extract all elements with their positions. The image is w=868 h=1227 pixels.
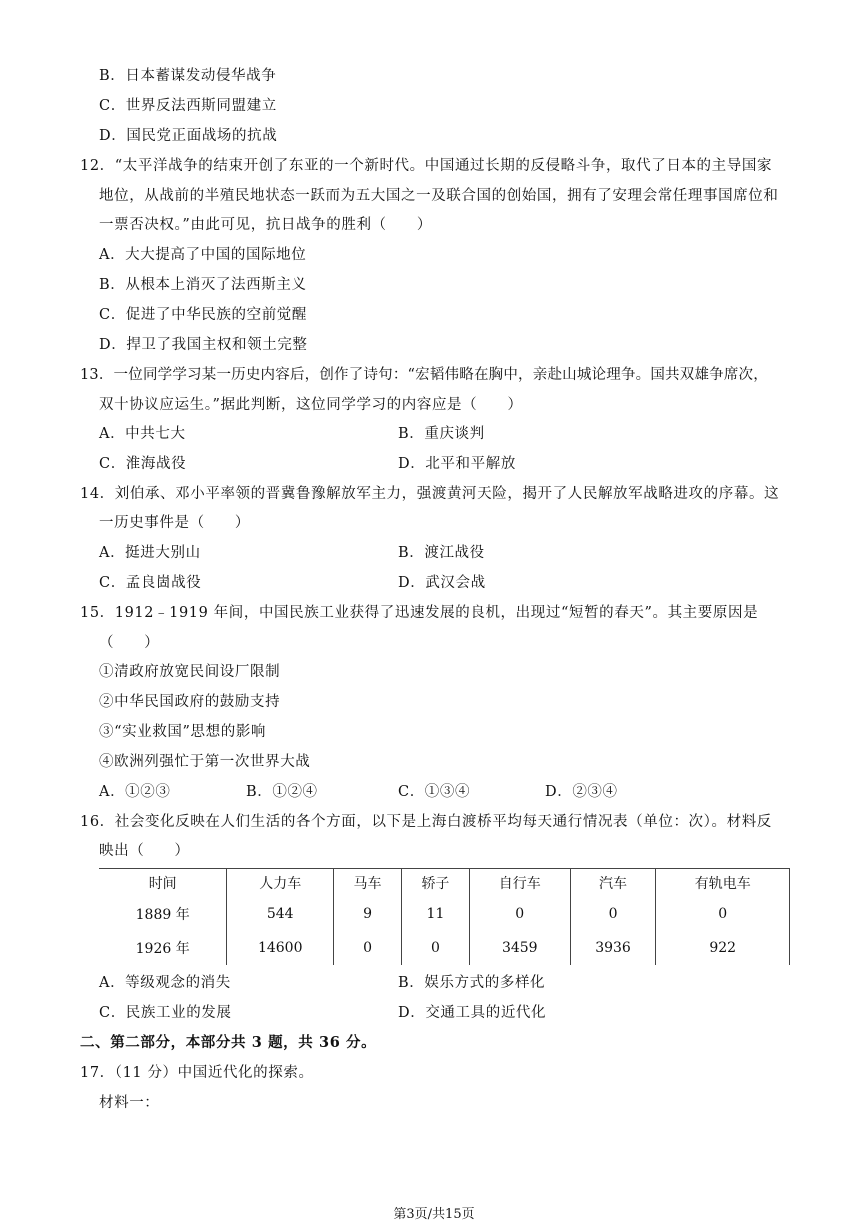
table-cell: 9 (334, 897, 402, 931)
table-cell: 0 (656, 897, 790, 931)
table-row (99, 931, 790, 965)
table-cell: 1889 年 (135, 907, 190, 923)
q16-option-c: C．民族工业的发展 (99, 1005, 232, 1021)
q12-option-d: D．捍卫了我国主权和领土完整 (99, 337, 308, 353)
q11-option-d: D．国民党正面战场的抗战 (99, 128, 278, 144)
table-header: 轿子 (401, 869, 469, 898)
q13-stem-line1: 13．一位同学学习某一历史内容后，创作了诗句：“宏韬伟略在胸中，亲赴山城论理争。国共双雄争席次， (80, 367, 768, 383)
q15-item-2: ②中华民国政府的鼓励支持 (99, 694, 281, 710)
page-footer: 第3页/共15页 (393, 1207, 475, 1222)
q16-option-d: D．交通工具的近代化 (398, 1005, 547, 1021)
q16-stem-line2: 映出（ ） (99, 843, 190, 859)
table-header: 有轨电车 (656, 869, 790, 898)
table-cell: 3459 (469, 931, 570, 965)
q16-option-b: B．娱乐方式的多样化 (398, 975, 546, 991)
q14-option-b: B．渡江战役 (398, 545, 485, 561)
q13-option-d: D．北平和平解放 (398, 456, 516, 472)
q13-option-a: A．中共七大 (99, 426, 186, 442)
table-header: 自行车 (469, 869, 570, 898)
material-1-label: 材料一： (99, 1095, 160, 1111)
q15-option-c: C．①③④ (398, 784, 471, 800)
q15-item-4: ④欧洲列强忙于第一次世界大战 (99, 754, 311, 770)
q11-option-c: C．世界反法西斯同盟建立 (99, 98, 277, 114)
q13-stem-line2: 双十协议应运生。”据此判断，这位同学学习的内容应是（ ） (99, 397, 523, 413)
q15-option-b: B．①②④ (246, 784, 318, 800)
q14-stem-line2: 一历史事件是（ ） (99, 515, 250, 531)
traffic-table (99, 868, 790, 965)
part2-heading: 二、第二部分，本部分共 3 题，共 36 分。 (80, 1034, 377, 1051)
q12-option-c: C．促进了中华民族的空前觉醒 (99, 307, 307, 323)
table-cell: 0 (469, 897, 570, 931)
table-header-row (99, 869, 790, 898)
q13-option-b: B．重庆谈判 (398, 426, 485, 442)
table-header: 马车 (334, 869, 402, 898)
q14-stem-line1: 14．刘伯承、邓小平率领的晋冀鲁豫解放军主力，强渡黄河天险，揭开了人民解放军战略进攻的序幕。这 (80, 486, 780, 502)
table-cell: 922 (656, 931, 790, 965)
table-cell: 0 (401, 931, 469, 965)
q12-option-a: A．大大提高了中国的国际地位 (99, 247, 307, 263)
q13-option-c: C．淮海战役 (99, 456, 187, 472)
q16-stem-line1: 16．社会变化反映在人们生活的各个方面，以下是上海白渡桥平均每天通行情况表（单位：次）。材料反 (80, 814, 772, 830)
table-cell: 0 (570, 897, 656, 931)
q12-option-b: B．从根本上消灭了法西斯主义 (99, 277, 307, 293)
table-cell: 3936 (570, 931, 656, 965)
table-cell: 544 (227, 897, 334, 931)
q15-option-a: A．①②③ (99, 784, 171, 800)
q14-option-d: D．武汉会战 (398, 575, 486, 591)
q17-stem: 17．（11 分）中国近代化的探索。 (80, 1065, 314, 1081)
q12-stem-line1: 12．“太平洋战争的结束开创了东亚的一个新时代。中国通过长期的反侵略斗争，取代了日本的主导国家 (80, 158, 773, 174)
q15-item-1: ①清政府放宽民间设厂限制 (99, 664, 281, 680)
q15-stem-line1: 15．1912﹣1919 年间，中国民族工业获得了迅速发展的良机，出现过“短暂的春天”。其主要原因是 (80, 605, 759, 621)
q14-option-c: C．孟良崮战役 (99, 575, 202, 591)
table-row (99, 897, 790, 931)
q14-option-a: A．挺进大别山 (99, 545, 201, 561)
table-header: 人力车 (227, 869, 334, 898)
q11-option-b: B．日本蓄谋发动侵华战争 (99, 68, 277, 84)
table-cell: 1926 年 (135, 941, 190, 957)
table-cell: 0 (334, 931, 402, 965)
table-cell: 14600 (227, 931, 334, 965)
q16-option-a: A．等级观念的消失 (99, 975, 231, 991)
q12-stem-line2: 地位，从战前的半殖民地状态一跃而为五大国之一及联合国的创始国，拥有了安理会常任理事国席位和 (99, 188, 779, 204)
table-header: 时间 (99, 869, 227, 898)
q15-stem-line2: （ ） (99, 635, 160, 651)
table-header: 汽车 (570, 869, 656, 898)
q12-stem-line3: 一票否决权。”由此可见，抗日战争的胜利（ ） (99, 217, 432, 233)
table-cell: 11 (401, 897, 469, 931)
q15-option-d: D．②③④ (545, 784, 618, 800)
q15-item-3: ③“实业救国”思想的影响 (99, 724, 267, 740)
